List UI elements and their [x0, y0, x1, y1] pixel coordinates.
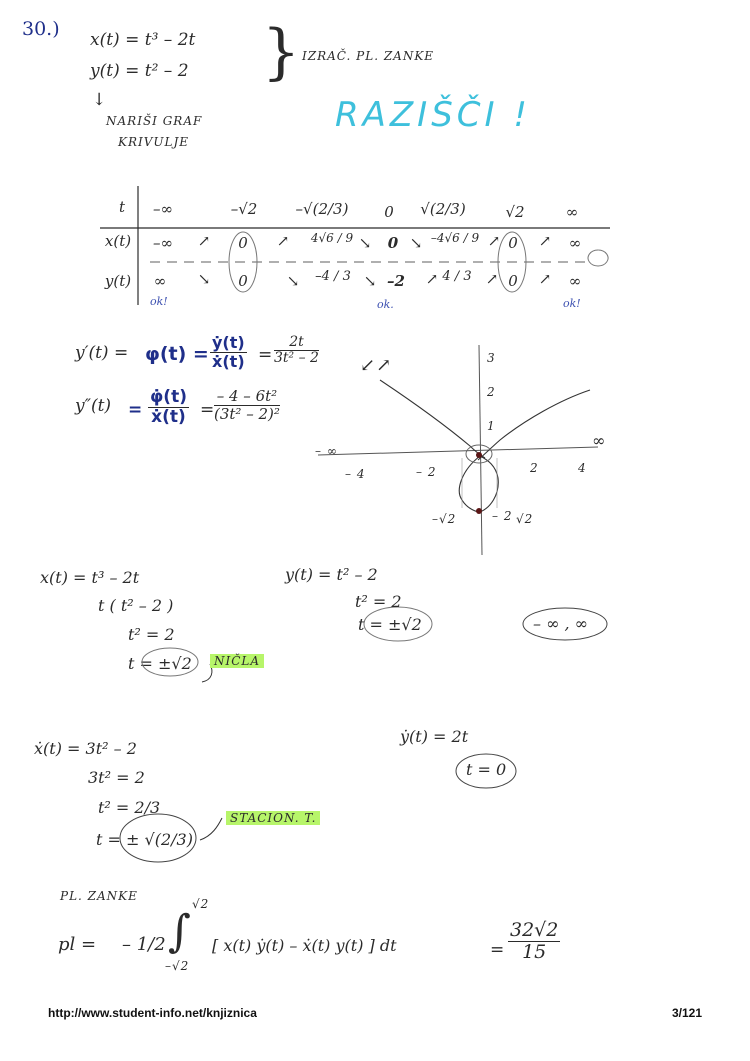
x-cell: ∞: [568, 234, 582, 252]
area-result: [508, 920, 560, 963]
zeros-x-line: t = ±√2: [128, 654, 192, 673]
area-heading: PL. ZANKE: [60, 889, 138, 903]
graph-arrows-glyph: ↙↗: [360, 355, 393, 376]
y-second-result-den: (3t² – 2)²: [214, 404, 280, 423]
x-cell: 4√6 / 9: [310, 231, 354, 245]
nicla-label: [210, 655, 264, 667]
x-cell: –∞: [153, 234, 173, 252]
t-cell: ∞: [565, 203, 579, 221]
y-cell: 4 / 3: [442, 269, 472, 284]
zeros-range: – ∞ , ∞: [533, 614, 588, 633]
y-second-den: ẋ(t): [151, 406, 186, 427]
x-cell: 0: [387, 234, 399, 252]
area-result-den: 15: [522, 940, 547, 963]
x-cell: ↗: [487, 232, 501, 250]
y-cell: 0: [508, 272, 518, 290]
stationary-highlight: STACION. T.: [226, 811, 320, 825]
brace: }: [262, 17, 301, 87]
x-cell: ↘: [358, 234, 372, 252]
area-lhs: pl =: [58, 934, 97, 955]
draw-graph-line2: KRIVULJE: [118, 135, 190, 149]
y-second-num: φ̇(t): [150, 387, 187, 407]
page-number: 3/121: [672, 1006, 703, 1020]
x-cell: 0: [238, 234, 248, 252]
zeros-y-line: t² = 2: [355, 592, 402, 611]
integral-upper: √2: [192, 897, 210, 911]
graph-bottom-label: – 2: [492, 509, 513, 523]
y-cell: ∞: [568, 272, 582, 290]
stationary-label: [226, 812, 320, 824]
x-tick-label: 4: [578, 461, 587, 475]
table-t-label: t: [118, 198, 126, 216]
integral-sign: ∫: [168, 906, 191, 957]
ok-note-right: ok!: [563, 297, 581, 310]
zeros-x-line: x(t) = t³ – 2t: [40, 568, 140, 587]
ydot-line: ẏ(t) = 2t: [400, 727, 469, 746]
y-second-lhs: y″(t): [75, 396, 112, 416]
y-cell: ↘: [286, 272, 300, 290]
explore-heading: RAZIŠČI !: [335, 95, 531, 135]
y-tick-label: 3: [487, 351, 496, 365]
graph-bottom-label: √2: [516, 512, 534, 526]
y-cell: ∞: [153, 272, 167, 290]
x-tick-label: – 4: [345, 467, 366, 481]
y-second-result-num: – 4 – 6t²: [214, 388, 280, 406]
y-prime-den: ẋ(t): [212, 351, 245, 371]
x-tick-label: – 2: [416, 465, 437, 479]
y-prime-lhs: y′(t) =: [75, 343, 129, 363]
y-cell: ↗: [425, 270, 439, 288]
y-cell: –2: [387, 272, 405, 290]
y-cell: ↘: [197, 270, 211, 288]
equation-y: y(t) = t² – 2: [90, 61, 189, 81]
y-cell: 0: [238, 272, 248, 290]
integral-lower: –√2: [165, 959, 190, 973]
zeros-y-line: y(t) = t² – 2: [285, 565, 378, 584]
t-zero: t = 0: [466, 760, 507, 779]
t-cell: 0: [384, 203, 394, 221]
problem-number: 30.): [22, 18, 60, 40]
down-arrow: ↓: [92, 90, 107, 110]
equation-x: x(t) = t³ – 2t: [90, 30, 196, 50]
t-cell: –∞: [153, 200, 173, 218]
draw-graph-line1: NARIŠI GRAF: [106, 114, 203, 128]
t-cell: √2: [505, 203, 525, 221]
t-cell: –√2: [230, 200, 258, 218]
xdot-line: 3t² = 2: [88, 768, 145, 787]
ok-note-left: ok!: [150, 295, 168, 308]
y-cell: –4 / 3: [315, 269, 351, 284]
y-cell: ↘: [363, 272, 377, 290]
footer-url[interactable]: http://www.student-info.net/knjiznica: [48, 1006, 257, 1020]
area-coef: – 1/2: [122, 934, 166, 955]
zeros-y-line: t = ±√2: [358, 615, 422, 634]
x-cell: ↗: [276, 232, 290, 250]
xdot-line: ẋ(t) = 3t² – 2: [34, 739, 137, 758]
graph-bottom-label: –√2: [432, 512, 457, 526]
task-area: IZRAČ. PL. ZANKE: [302, 49, 435, 63]
area-result-num: 32√2: [510, 919, 559, 941]
x-cell: ↗: [538, 232, 552, 250]
table-y-label: y(t): [104, 272, 132, 290]
xdot-line: t = ± √(2/3): [96, 830, 193, 849]
x-cell: ↗: [197, 232, 211, 250]
t-cell: –√(2/3): [295, 200, 349, 218]
ok-note-mid: ok.: [377, 298, 394, 311]
y-tick-label: 2: [487, 385, 496, 399]
x-cell: –4√6 / 9: [430, 231, 480, 245]
area-result-eq: =: [490, 940, 505, 960]
y-prime-num: ẏ(t): [212, 333, 245, 352]
integrand: [ x(t) ẏ(t) – ẋ(t) y(t) ] dt: [212, 936, 397, 955]
neg-inf-label: – ∞: [315, 444, 338, 458]
y-cell: ↗: [485, 270, 499, 288]
y-prime-eq-sign: =: [258, 345, 273, 365]
phi-label: φ(t) =: [145, 343, 209, 365]
zeros-x-line: t² = 2: [128, 625, 175, 644]
y-prime-result-den: 3t² – 2: [274, 350, 319, 367]
nicla-highlight: NIČLA: [210, 654, 264, 668]
x-tick-label: 2: [530, 461, 539, 475]
pos-inf-label: ∞: [592, 431, 607, 450]
xdot-line: t² = 2/3: [98, 798, 161, 817]
x-cell: ↘: [409, 234, 423, 252]
table-x-label: x(t): [104, 232, 132, 250]
y-second-eq-sign: =: [200, 400, 215, 420]
y-tick-label: 1: [487, 419, 496, 433]
x-cell: 0: [508, 234, 518, 252]
y-second-eq: =: [128, 400, 143, 420]
zeros-x-line: t ( t² – 2 ): [98, 596, 174, 615]
y-cell: ↗: [538, 270, 552, 288]
y-prime-result-num: 2t: [274, 335, 319, 351]
t-cell: √(2/3): [420, 200, 466, 218]
